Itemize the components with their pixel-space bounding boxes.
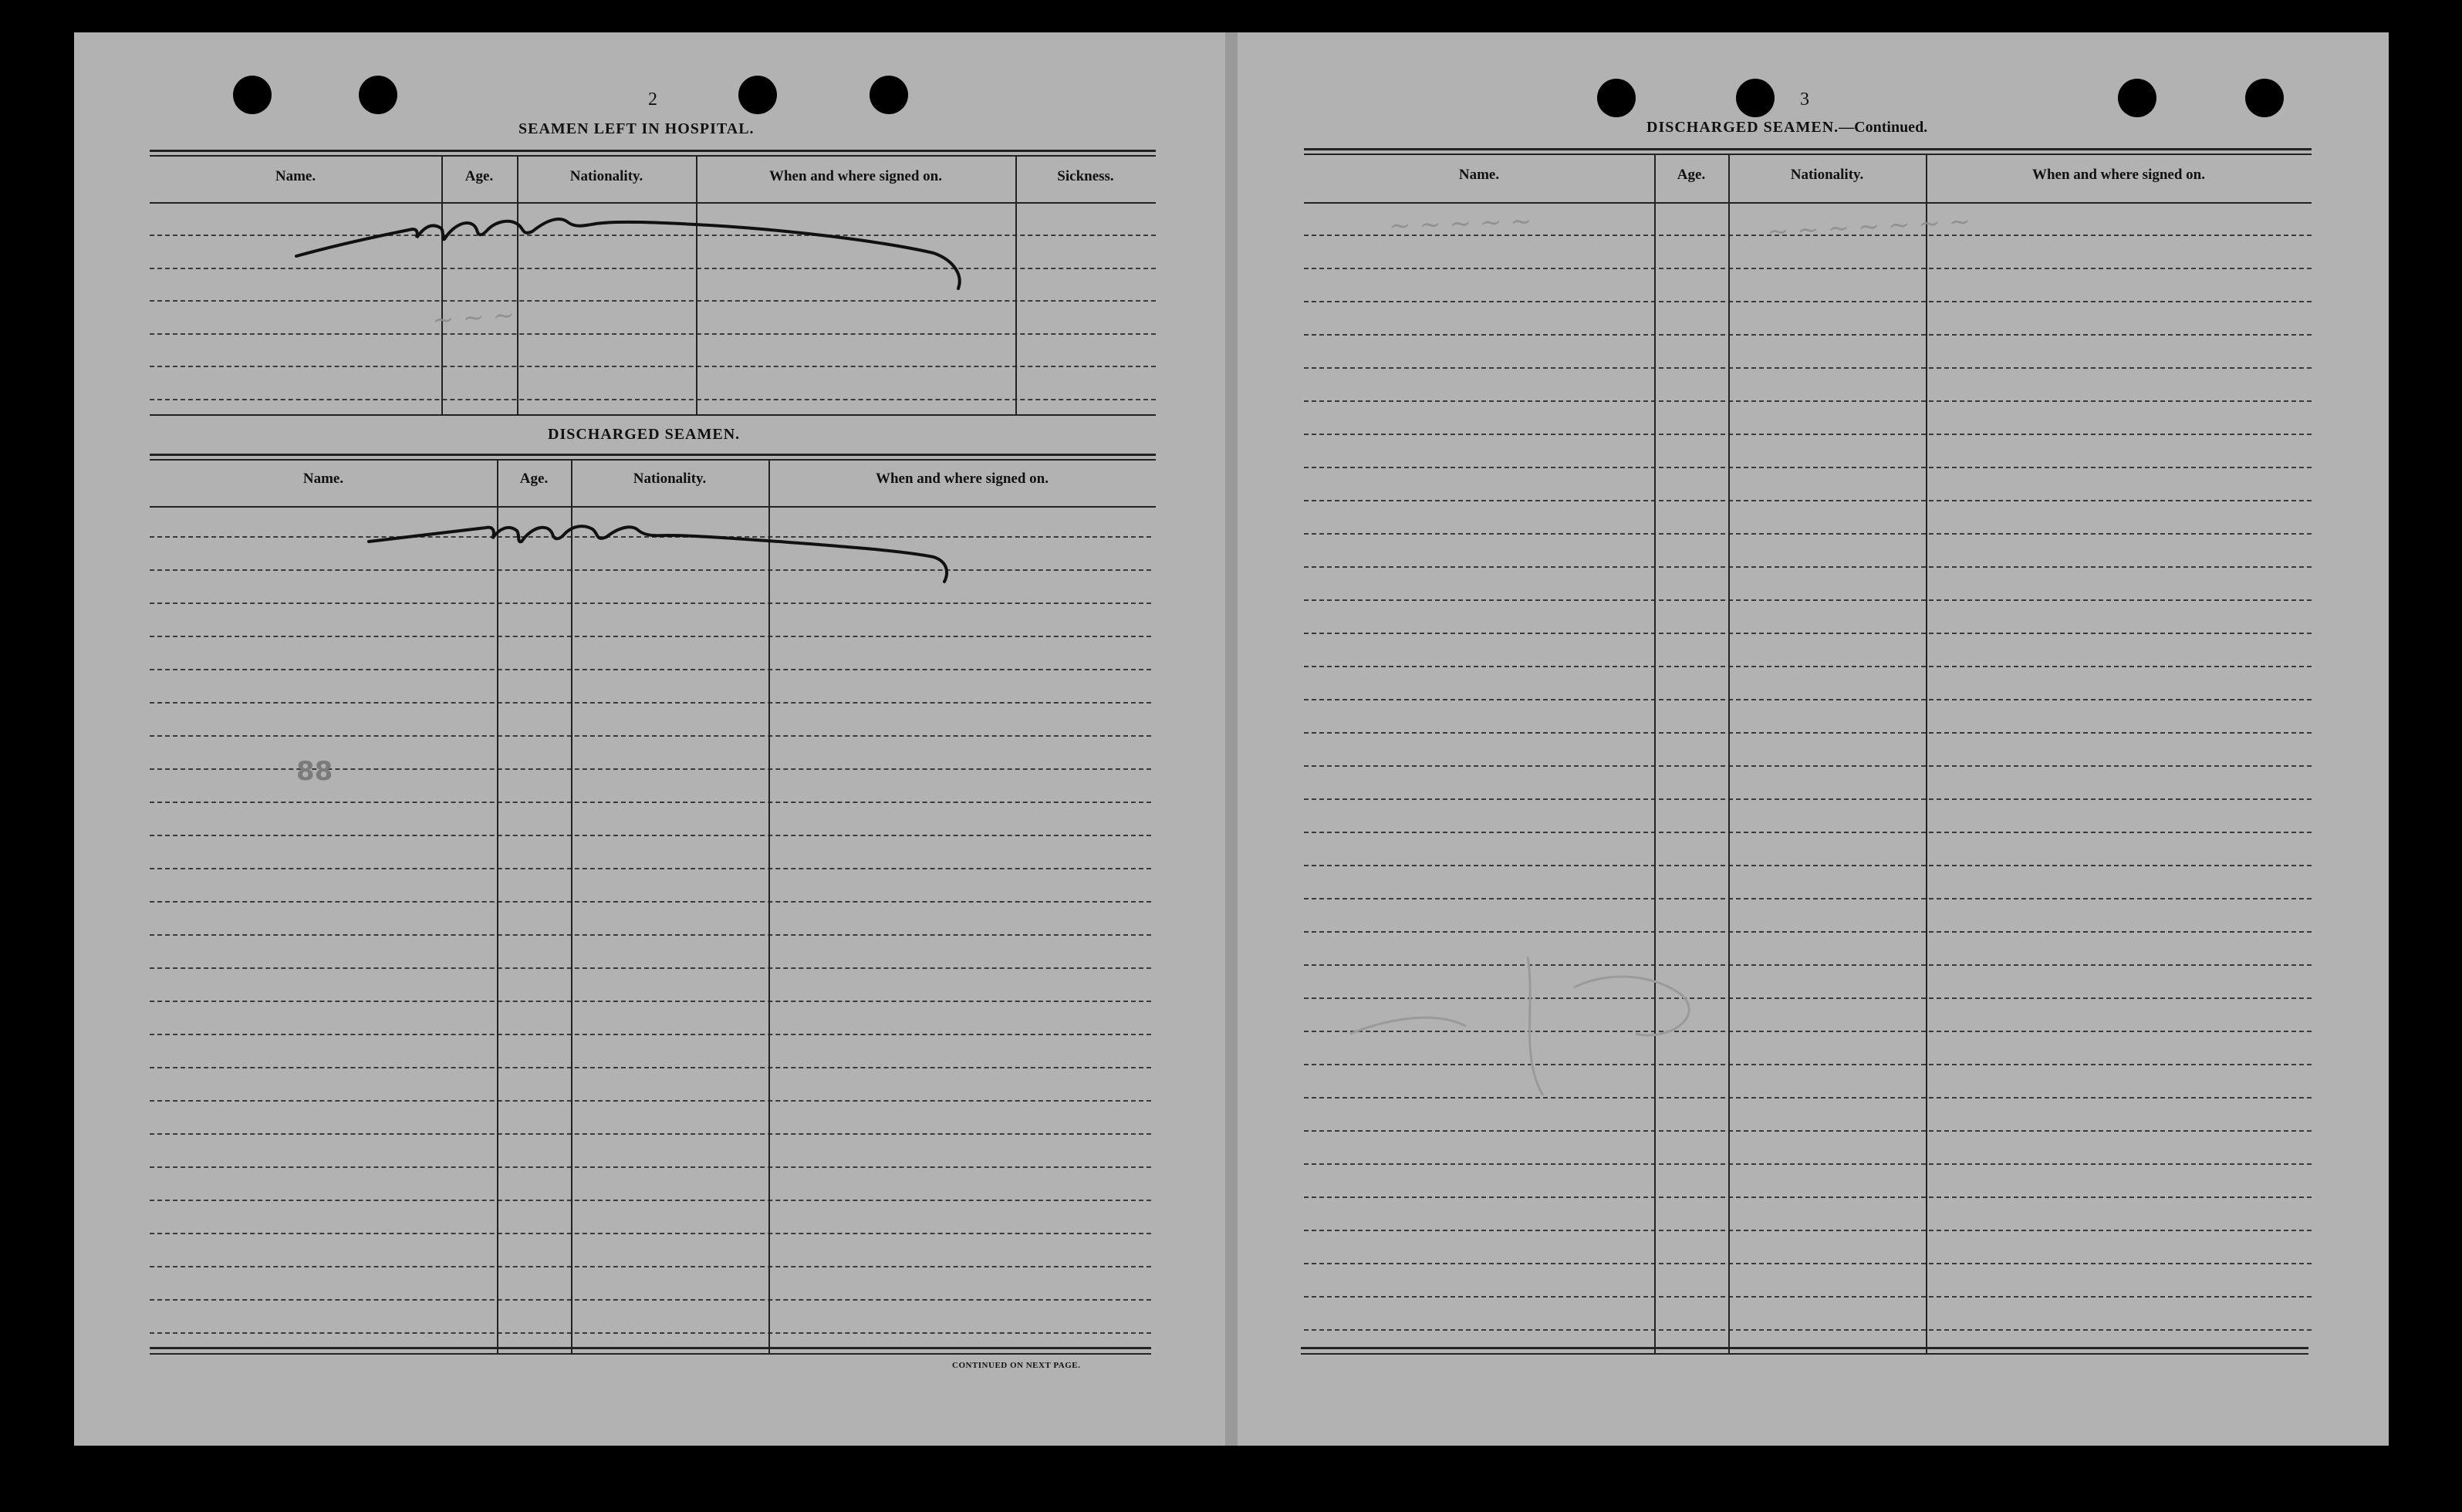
row-dashed-line [150, 1233, 1151, 1234]
row-dashed-line [150, 636, 1151, 637]
discharged-section-title: DISCHARGED SEAMEN. [548, 426, 741, 443]
discharged-table-bottom-rule [150, 1347, 1151, 1349]
discharged-table-bottom-rule-2 [150, 1353, 1151, 1355]
row-dashed-line [1304, 1263, 2312, 1264]
punch-hole [2245, 79, 2284, 117]
row-dashed-line [1304, 1196, 2312, 1198]
row-dashed-line [150, 934, 1151, 936]
discharged-col-signed-on: When and where signed on. [875, 471, 1049, 487]
discharged-continued-title [1646, 119, 1927, 137]
row-dashed-line [1304, 1296, 2312, 1298]
punch-hole [359, 76, 397, 114]
bleed-through-marks: ~ ~ ~ [431, 299, 516, 336]
hospital-col-name: Name. [275, 168, 316, 184]
row-dashed-line [150, 735, 1151, 737]
row-dashed-line [150, 835, 1151, 836]
row-dashed-line [150, 967, 1151, 969]
row-dashed-line [1304, 434, 2312, 435]
row-dashed-line [1304, 765, 2312, 767]
row-dashed-line [1304, 798, 2312, 800]
row-dashed-line [1304, 301, 2312, 302]
discharged-handwritten-entry [363, 501, 964, 594]
row-dashed-line [150, 602, 1151, 604]
row-dashed-line [1304, 566, 2312, 568]
row-dashed-line [150, 1133, 1151, 1135]
row-dashed-line [1304, 865, 2312, 866]
row-dashed-line [1304, 931, 2312, 933]
bleed-through-marks: ~ ~ ~ ~ ~ ~ ~ [1766, 206, 1972, 248]
continued-header-rule [1304, 202, 2312, 204]
bleed-through-marks: ~ ~ ~ ~ ~ [1388, 205, 1533, 242]
hospital-section-title: SEAMEN LEFT IN HOSPITAL. [518, 120, 755, 137]
hospital-col-signed-on: When and where signed on. [768, 168, 942, 184]
hospital-table-top-rule [150, 150, 1156, 152]
row-dashed-line [1304, 334, 2312, 336]
page-fold [1225, 32, 1238, 1446]
row-dashed-line [150, 901, 1151, 903]
punch-hole [870, 76, 908, 114]
row-dashed-line [1304, 1163, 2312, 1165]
row-dashed-line [1304, 898, 2312, 899]
continued-table-top-rule [1304, 148, 2312, 150]
hospital-col-nationality: Nationality. [569, 168, 643, 184]
discharged-continued-title-suffix: —Continued. [1839, 119, 1928, 136]
row-dashed-line [1304, 1329, 2312, 1331]
row-dashed-line [1304, 268, 2312, 269]
faded-stamp: 88 [296, 756, 333, 787]
row-dashed-line [150, 1001, 1151, 1002]
row-dashed-line [1304, 500, 2312, 501]
row-dashed-line [1304, 666, 2312, 667]
continued-note: CONTINUED ON NEXT PAGE. [952, 1361, 1081, 1370]
hospital-table-bottom-rule [150, 414, 1156, 416]
continued-col-divider [1926, 154, 1927, 1354]
discharged-table-top-rule-2 [150, 459, 1156, 461]
row-dashed-line [1304, 832, 2312, 833]
row-dashed-line [1304, 1130, 2312, 1132]
continued-col-name: Name. [1458, 167, 1500, 183]
row-dashed-line [150, 1332, 1151, 1334]
row-dashed-line [1304, 367, 2312, 369]
continued-col-nationality: Nationality. [1790, 167, 1864, 183]
row-dashed-line [150, 333, 1156, 335]
hospital-table-top-rule-2 [150, 155, 1156, 157]
page-number: 3 [1800, 89, 1809, 110]
continued-table-bottom-rule-2 [1301, 1353, 2308, 1355]
continued-table-bottom-rule [1301, 1347, 2308, 1349]
punch-hole [2118, 79, 2156, 117]
hospital-handwritten-entry [293, 193, 972, 301]
discharged-col-name: Name. [302, 471, 344, 487]
row-dashed-line [150, 1100, 1151, 1102]
punch-hole [1736, 79, 1775, 117]
row-dashed-line [1304, 699, 2312, 700]
row-dashed-line [150, 399, 1156, 400]
row-dashed-line [150, 702, 1151, 704]
punch-hole [738, 76, 777, 114]
continued-table-top-rule-2 [1304, 154, 2312, 155]
discharged-table-top-rule [150, 454, 1156, 456]
row-dashed-line [1304, 400, 2312, 402]
hospital-col-divider [1015, 155, 1017, 414]
punch-hole [1597, 79, 1636, 117]
continued-col-age: Age. [1677, 167, 1706, 183]
row-dashed-line [1304, 633, 2312, 634]
row-dashed-line [1304, 467, 2312, 468]
row-dashed-line [150, 366, 1156, 367]
row-dashed-line [1304, 732, 2312, 734]
row-dashed-line [150, 1299, 1151, 1301]
discharged-continued-title-main: DISCHARGED SEAMEN. [1646, 119, 1839, 136]
continued-col-signed-on: When and where signed on. [2031, 167, 2205, 183]
row-dashed-line [1304, 599, 2312, 601]
row-dashed-line [150, 669, 1151, 670]
row-dashed-line [150, 868, 1151, 869]
bleed-through-marks [1342, 941, 1744, 1111]
row-dashed-line [150, 1067, 1151, 1068]
row-dashed-line [150, 802, 1151, 803]
hospital-col-sickness: Sickness. [1057, 168, 1114, 184]
row-dashed-line [1304, 533, 2312, 535]
continued-col-divider [1728, 154, 1730, 1354]
row-dashed-line [150, 1166, 1151, 1168]
continued-col-divider [1654, 154, 1656, 1354]
row-dashed-line [150, 1266, 1151, 1267]
row-dashed-line [150, 1200, 1151, 1201]
hospital-col-age: Age. [464, 168, 494, 184]
row-dashed-line [1304, 1230, 2312, 1231]
discharged-col-nationality: Nationality. [633, 471, 707, 487]
row-dashed-line [150, 1034, 1151, 1035]
discharged-col-age: Age. [519, 471, 549, 487]
page-number: 2 [648, 89, 657, 110]
punch-hole [233, 76, 272, 114]
